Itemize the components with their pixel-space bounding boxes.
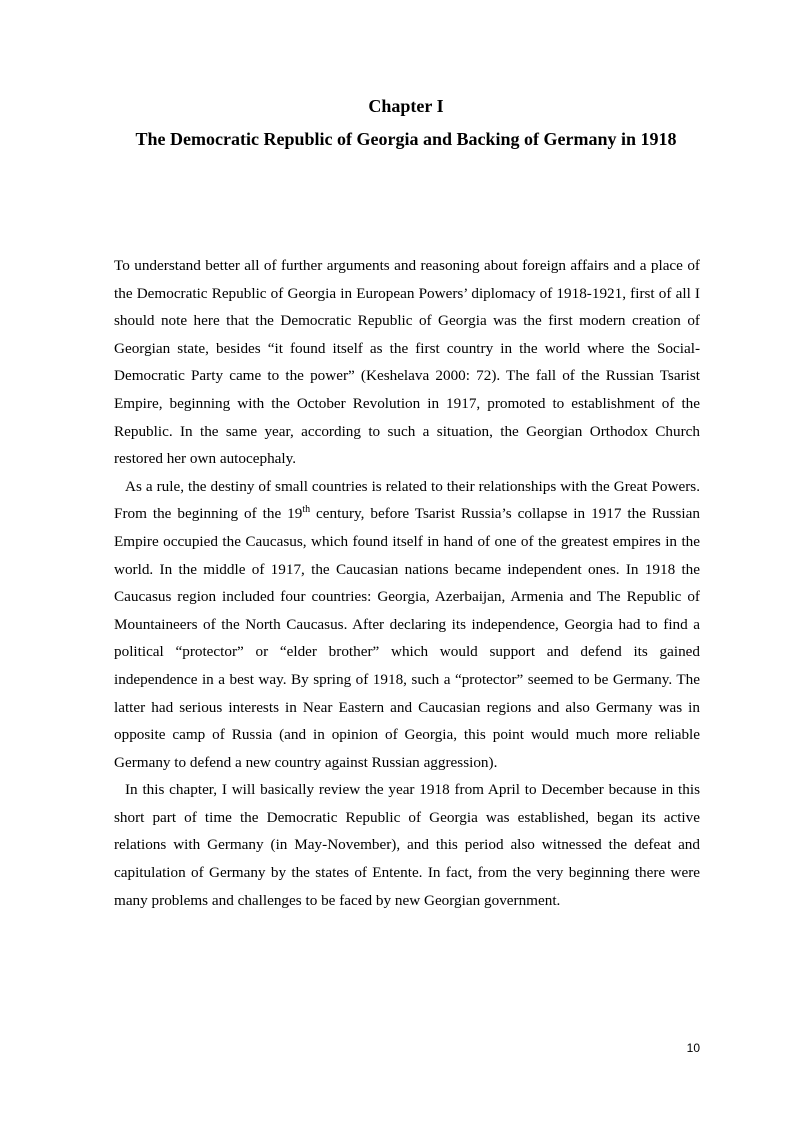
- paragraph-great-powers-part-2: century, before Tsarist Russia’s collapse in 1917 the Russian Empire occupied the Caucasus, which found itself in hand of one of the greatest empires in the world. In the middle of 1917, the Caucasian nations became independent ones. In 1918 the Caucasus region included four countries: Georgia, Azerbaijan, Armenia and The Republic of Mountaineers of the North Caucasus. After declaring its independence, Georgia had to find a political “protector” or “elder brother” which would support and defend its gained independence in a best way. By spring of 1918, such a “protector” seemed to be Germany. The latter had serious interests in Near Eastern and Caucasian regions and also Germany was in opposite camp of Russia (and in opinion of Georgia, this point would much more reliable Germany to defend a new country against Russian aggression).: [114, 505, 700, 771]
- paragraph-chapter-scope: In this chapter, I will basically review the year 1918 from April to December because in this short part of time the Democratic Republic of Georgia was established, began its active relations with Germany (in May-November), and this period also witnessed the defeat and capitulation of Germany by the states of Entente. In fact, from the very beginning there were many problems and challenges to be faced by new Georgian government.: [114, 781, 700, 909]
- paragraph-great-powers: [114, 473, 700, 777]
- ordinal-superscript: th: [302, 504, 311, 516]
- chapter-body: [114, 252, 700, 914]
- paragraph-intro: To understand better all of further arguments and reasoning about foreign affairs and a place of the Democratic Republic of Georgia in European Powers’ diplomacy of 1918-1921, first of all I should note here that the Democratic Republic of Georgia was the first modern creation of Georgian state, besides “it found itself as the first country in the world where the Social-Democratic Party came to the power” (Keshelava 2000: 72). The fall of the Russian Tsarist Empire, beginning with the October Revolution in 1917, promoted to establishment of the Republic. In the same year, according to such a situation, the Georgian Orthodox Church restored her own autocephaly.: [114, 257, 700, 468]
- page-number: 10: [686, 1041, 700, 1055]
- chapter-title: The Democratic Republic of Georgia and Backing of Germany in 1918: [135, 129, 677, 149]
- paragraph-great-powers-part-1: As a rule, the destiny of small countries is related to their relationships with the Great Powers. From the beginning of the 19: [114, 477, 700, 523]
- chapter-label: Chapter I: [368, 96, 444, 116]
